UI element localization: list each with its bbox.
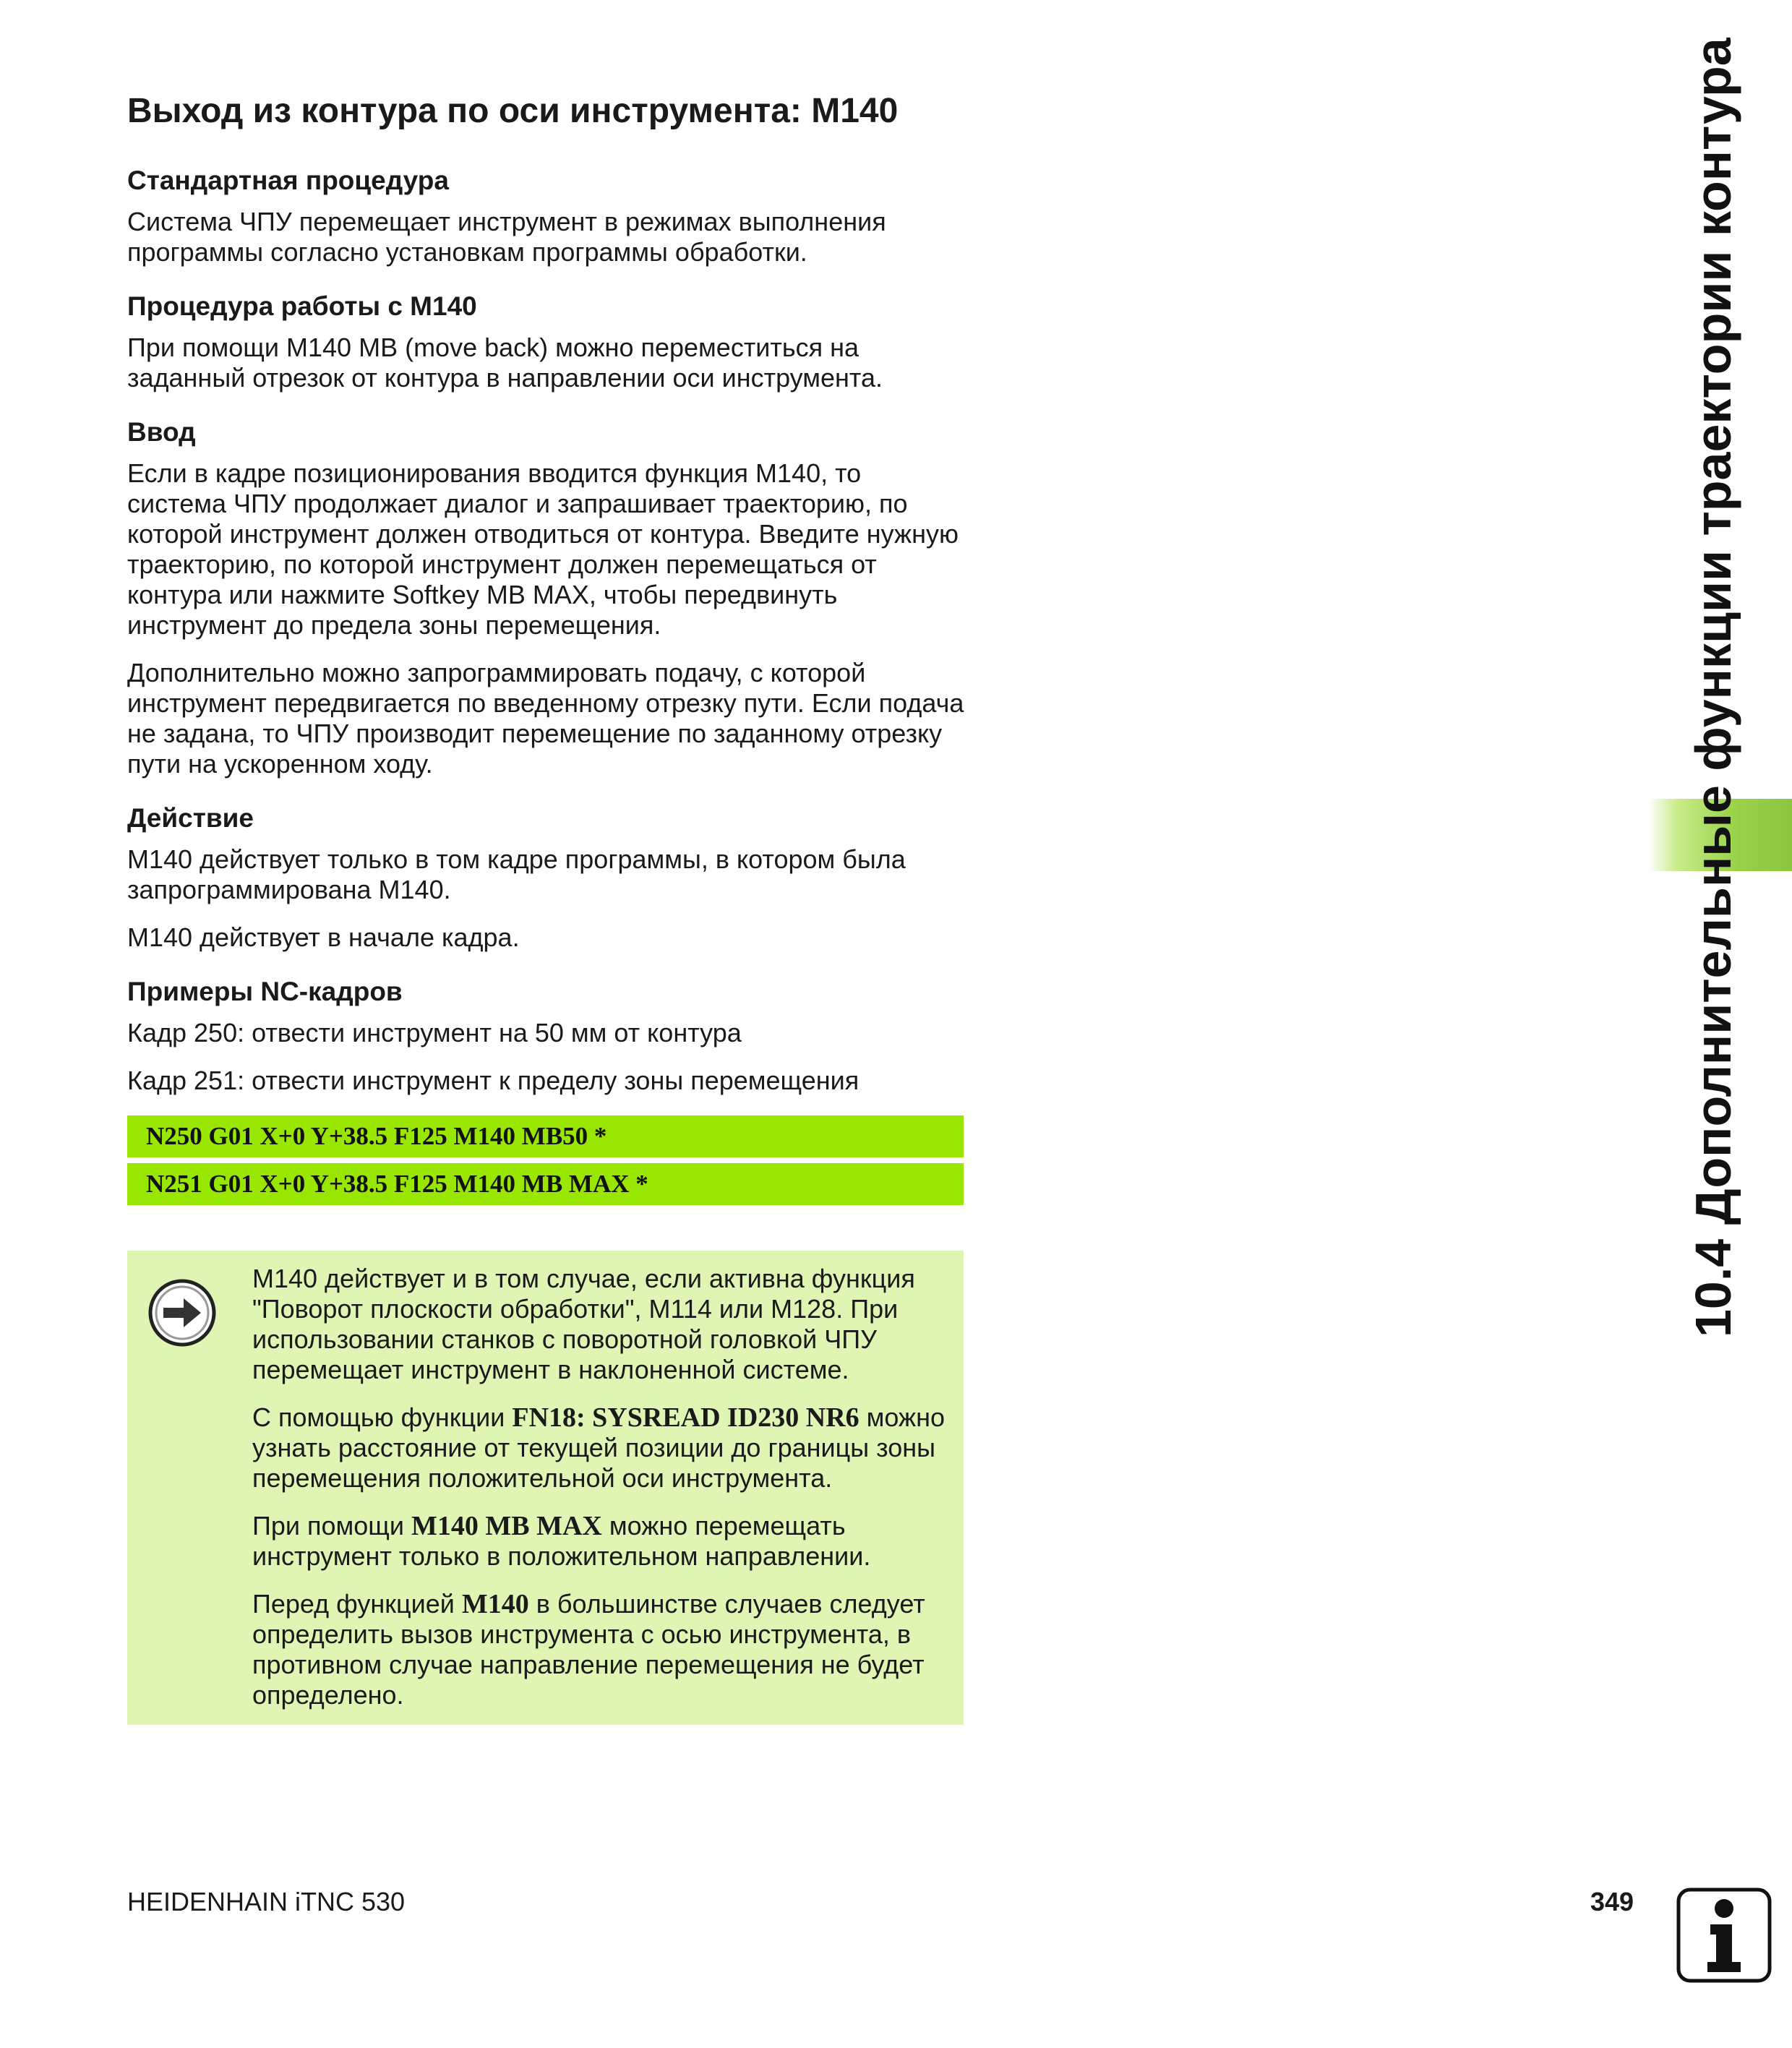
arrow-right-circle-icon [146,1277,218,1349]
section-nc-examples [127,974,966,1113]
section-standard-procedure [127,163,966,285]
note-paragraph [252,1589,946,1710]
section-heading: Стандартная процедура [127,166,449,195]
paragraph: Система ЧПУ перемещает инструмент в режимах выполнения программы согласно установкам программы обработки. [127,207,886,267]
paragraph: Дополнительно можно запрограммировать подачу, с которой инструмент передвигается по введенному отрезку пути. Если подача не задана, то ЧПУ производит перемещение по заданному отрезку пути на ускоренном ходу. [127,658,964,779]
note-text: в большинстве случаев следует определить вызов инструмента с осью инструмента, в противном случае направление перемещения не будет определено. [252,1589,925,1710]
section-heading: Ввод [127,417,196,447]
note-paragraph [252,1402,946,1494]
page-title: Выход из контура по оси инструмента: M140 [127,92,899,130]
nc-code-line: N250 G01 X+0 Y+38.5 F125 M140 MB50 * [127,1115,964,1157]
section-m140-procedure [127,289,966,411]
section-heading: Действие [127,803,254,833]
note-code: FN18: SYSREAD ID230 NR6 [512,1402,859,1433]
note-text: можно узнать расстояние от текущей позиции до границы зоны перемещения положительной оси инструмента. [252,1402,946,1493]
note-body [252,1264,946,1728]
footer-product: HEIDENHAIN iTNC 530 [127,1887,406,1916]
note-text: С помощью функции [252,1402,513,1432]
note-paragraph: M140 действует и в том случае, если активна функция "Поворот плоскости обработки", M114 или M128. При использовании станков с поворотной головкой ЧПУ перемещает инструмент в наклоненной системе. [252,1264,915,1384]
chapter-title: 10.4 Дополнительные функции траектории контура [1685,38,1741,1337]
section-effect [127,801,966,970]
note-code: M140 [461,1589,529,1619]
paragraph: M140 действует в начале кадра. [127,922,520,952]
section-input [127,415,966,797]
nc-code-line: N251 G01 X+0 Y+38.5 F125 M140 MB MAX * [127,1163,964,1205]
section-heading: Процедура работы с M140 [127,291,477,321]
note-text: Перед функцией [252,1589,462,1619]
note-code: M140 MB MAX [411,1511,602,1541]
note-paragraph [252,1511,946,1572]
paragraph: При помощи M140 MB (move back) можно переместиться на заданный отрезок от контура в направлении оси инструмента. [127,333,883,393]
paragraph: Кадр 250: отвести инструмент на 50 мм от контура [127,1018,742,1047]
note-text: можно перемещать инструмент только в положительном направлении. [252,1511,871,1571]
section-heading: Примеры NC-кадров [127,977,403,1006]
paragraph: Если в кадре позиционирования вводится функция M140, то система ЧПУ продолжает диалог и запрашивает траекторию, по которой инструмент должен отводиться от контура. Введите нужную траекторию, по которой инструмент должен перемещаться от контура или нажмите Softkey MB MAX, чтобы передвинуть инструмент до предела зоны перемещения. [127,458,959,640]
info-icon [1676,1887,1772,1984]
page-number: 349 [1590,1887,1634,1916]
paragraph: M140 действует только в том кадре программы, в котором была запрограммирована M140. [127,844,906,904]
paragraph: Кадр 251: отвести инструмент к пределу зоны перемещения [127,1066,859,1095]
note-text: При помощи [252,1511,412,1541]
note-box [127,1251,964,1725]
